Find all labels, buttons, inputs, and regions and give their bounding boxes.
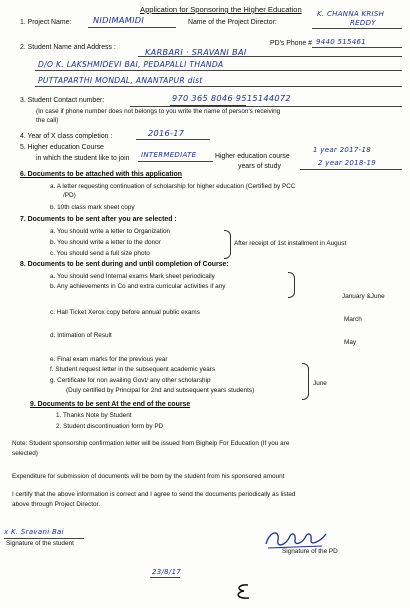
certify-statement-1: I certify that the above information is correct and I agree to send the documents periodically as listed <box>12 491 296 498</box>
note-confirmation-1: Note: Student sponsorship confirmation letter will be issued from Bighelp For Education (If you are <box>12 440 290 447</box>
student-signature: x K. Sravani Bai <box>4 528 64 536</box>
section8-item-d: d. Intimation of Result <box>50 332 112 339</box>
duration-value-1: 1 year 2017-18 <box>313 146 371 154</box>
contact-underline <box>130 106 402 107</box>
section8-heading: 8. Documents to be sent during and until completion of Course: <box>20 261 229 268</box>
contact-note-2: the call) <box>36 117 59 124</box>
section8-item-f: f. Student request letter in the subsequent academic years <box>50 366 216 373</box>
section8-brace-1 <box>288 272 295 298</box>
course-underline <box>138 161 213 162</box>
note-confirmation-2: selected) <box>12 450 38 457</box>
section7-item-a: a. You should write a letter to Organization <box>50 228 171 235</box>
course-label-2: in which the student like to join <box>36 155 130 162</box>
section7-brace <box>224 230 231 259</box>
project-name-label: 1. Project Name: <box>20 19 72 26</box>
section8-item-g-cont: (Duly certified by Principal for 2nd and subsequent years students) <box>66 387 255 394</box>
pd-phone-label: PD's Phone # <box>270 40 312 47</box>
student-name-label: 2. Student Name and Address : <box>20 44 116 51</box>
student-signature-line <box>4 538 84 539</box>
project-name-value: NIDIMAMIDI <box>93 15 145 25</box>
director-underline <box>312 28 402 29</box>
duration-label-2: years of study <box>238 163 281 170</box>
director-value-2: REDDY <box>350 19 376 27</box>
address-underline-1 <box>35 70 402 71</box>
student-name-underline <box>138 56 402 57</box>
pd-phone-value: 9440 515461 <box>316 38 367 46</box>
project-name-underline <box>88 27 176 28</box>
section9-item-2: 2. Student discontinuation form by PD <box>56 423 164 430</box>
note-expenditure: Expenditure for submission of documents will be born by the student from his sponsored amount <box>12 473 285 480</box>
section8-item-c-when: March <box>344 316 362 323</box>
address-line-1: D/O K. LAKSHMIDEVI BAI, PEDAPALLI THANDA <box>38 60 224 69</box>
section9-item-1: 1. Thanks Note by Student <box>56 412 132 419</box>
duration-value-2: 2 year 2018-19 <box>318 159 376 167</box>
x-year-value: 2016-17 <box>148 128 185 138</box>
section8-item-g: g. Certificate for non availing Govt/ any other scholarship <box>50 377 211 384</box>
section9-heading: 9. Documents to be sent At the end of the course <box>30 401 191 408</box>
contact-label: 3. Student Contact number: <box>20 97 105 104</box>
x-year-label: 4. Year of X class completion : <box>20 133 113 140</box>
contact-note-1: (In case if phone number does not belongs to you write the name of person's receiving <box>36 108 281 115</box>
section8-item-c: c. Hall Ticket Xerox copy before annual public exams <box>50 309 200 316</box>
section7-note: After receipt of 1st installment in August <box>234 240 347 247</box>
section8-efg-when: June <box>313 380 327 387</box>
section8-item-e: e. Final exam marks for the previous year <box>50 356 168 363</box>
section7-item-b: b. You should write a letter to the donor <box>50 239 161 246</box>
pd-signature-label: Signature of the PD <box>282 548 338 555</box>
duration-label-1: Higher education course <box>215 153 290 160</box>
course-value: INTERMEDIATE <box>141 151 197 159</box>
course-label: 5. Higher education Course <box>20 144 104 151</box>
section6-heading: 6. Documents to be attached with this application <box>20 171 182 178</box>
address-underline-2 <box>35 86 402 87</box>
signature-date-underline <box>150 577 180 578</box>
section7-item-c: c. You should send a full size photo <box>50 250 150 257</box>
signature-date: 23/8/17 <box>152 568 182 576</box>
section8-item-a: a. You should send Internal exams Mark sheet periodically <box>50 273 215 280</box>
bottom-handwritten-mark <box>232 582 254 602</box>
address-line-2: PUTTAPARTHI MONDAL, ANANTAPUR dist <box>38 76 203 85</box>
section6-item-a: a. A letter requesting continuation of scholarship for higher education (Certified by PCC <box>50 183 296 190</box>
section8-item-d-when: May <box>344 339 357 346</box>
section8-item-b: b. Any achievements in Co and extra curricular activities if any <box>50 283 226 290</box>
director-label: Name of the Project Director: <box>188 19 277 26</box>
director-value-1: K. CHANNA KRISH <box>317 10 385 18</box>
section7-heading: 7. Documents to be sent after you are selected : <box>20 216 177 223</box>
x-year-underline <box>136 139 210 140</box>
student-signature-label: Signature of the student <box>6 540 74 547</box>
page-title: Application for Sponsoring the Higher Education <box>140 5 302 14</box>
student-name-value: KARBARI · SRAVANI BAI <box>145 47 247 57</box>
section8-item-b-when: January &June <box>342 293 385 300</box>
certify-statement-2: above through Project Director. <box>12 501 101 508</box>
pd-phone-underline <box>312 47 402 48</box>
duration-underline <box>300 169 402 170</box>
section6-item-a-cont: /PD) <box>63 192 76 199</box>
section8-brace-2 <box>302 363 309 400</box>
contact-value: 970 365 8046 9515144072 <box>172 93 291 103</box>
section6-item-b: b. 10th class mark sheet copy <box>50 204 135 211</box>
